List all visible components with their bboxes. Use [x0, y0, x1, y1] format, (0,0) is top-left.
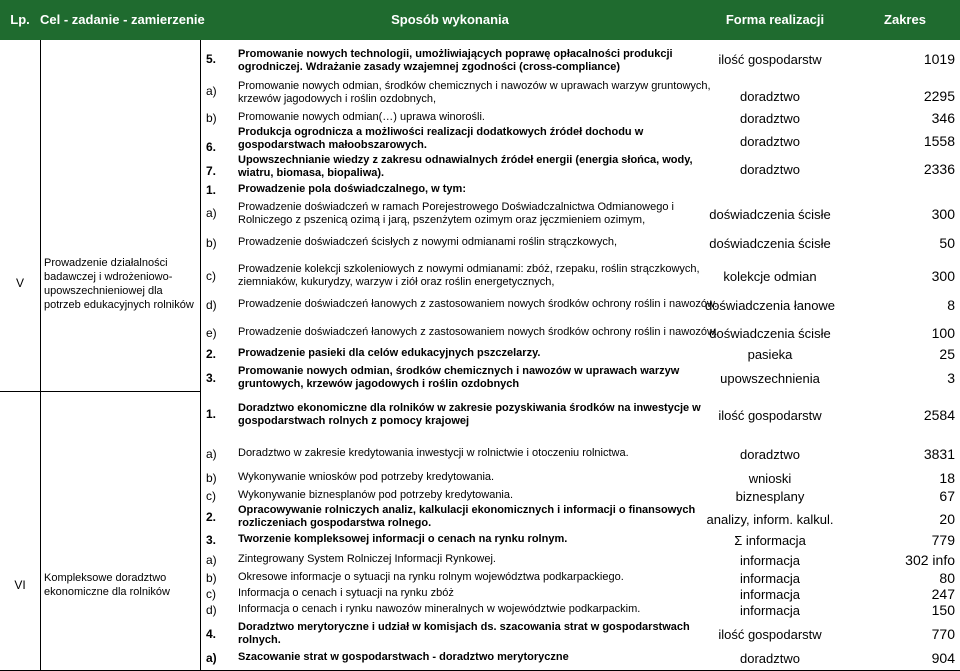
row-number: 3. — [206, 371, 217, 385]
form-realizacji: informacja — [740, 587, 800, 602]
row-description: Informacja o cenach i sytuacji na rynku zbóż — [238, 587, 454, 599]
row-number: a) — [206, 206, 217, 220]
row-description: wiatru, biomasa, biopaliwa). — [238, 167, 385, 179]
row-description: Doradztwo merytoryczne i udział w komisjach ds. szacowania strat w gospodarstwach — [238, 621, 690, 633]
row-number: c) — [206, 269, 216, 283]
section-goal: Kompleksowe doradztwo ekonomiczne dla rolników — [44, 572, 170, 598]
header-zakres: Zakres — [884, 12, 926, 27]
row-description: Prowadzenie doświadczeń łanowych z zastosowaniem nowych środków ochrony roślin i nawozów. — [238, 326, 718, 338]
grid-line — [200, 40, 201, 671]
form-realizacji: doświadczenia łanowe — [704, 298, 836, 313]
row-description: Wykonywanie biznesplanów pod potrzeby kredytowania. — [238, 489, 514, 501]
zakres-value: 2336 — [923, 161, 955, 177]
section-lp: VI — [14, 578, 26, 592]
row-description: Doradztwo w zakresie kredytowania inwestycji w rolnictwie i otoczeniu rolnictwa. — [238, 447, 629, 459]
form-realizacji: Σ informacja — [734, 533, 806, 548]
form-realizacji: doświadczenia ścisłe — [709, 236, 831, 251]
zakres-value: 80 — [939, 570, 955, 586]
row-description: Prowadzenie kolekcji szkoleniowych z nowymi odmianami: zbóż, rzepaku, roślin strączkowych, — [238, 263, 700, 275]
form-realizacji: doświadczenia ścisłe — [709, 326, 831, 341]
row-number: b) — [206, 471, 217, 485]
row-description: ziemniaków, kukurydzy, warzyw i ziół oraz roślin energetycznych, — [238, 276, 555, 288]
row-number: a) — [206, 447, 217, 461]
row-description: gruntowych, krzewów jagodowych i roślin ozdobnych — [238, 378, 520, 390]
row-description: Prowadzenie doświadczeń w ramach Porejestrowego Doświadczalnictwa Odmianowego i — [238, 201, 674, 213]
row-number: a) — [206, 84, 217, 98]
form-realizacji: doradztwo — [740, 651, 800, 666]
zakres-value: 302 info — [905, 552, 955, 568]
row-number: d) — [206, 298, 217, 312]
row-description: Prowadzenie doświadczeń łanowych z zastosowaniem nowych środków ochrony roślin i nawozów. — [238, 298, 718, 310]
row-description: Rolniczego z pszenicą ozimą i jarą, pszenżytem ozimym oraz jęczmieniem ozimym, — [238, 214, 646, 226]
form-realizacji: upowszechnienia — [720, 371, 820, 386]
zakres-value: 67 — [939, 488, 955, 504]
row-description: Produkcja ogrodnicza a możliwości realizacji dodatkowych źródeł dochodu w — [238, 126, 644, 138]
zakres-value: 8 — [947, 297, 955, 313]
zakres-value: 346 — [931, 110, 955, 126]
row-number: c) — [206, 489, 216, 503]
row-description: Promowanie nowych odmian(…) uprawa winorośli. — [238, 111, 485, 123]
row-description: Prowadzenie doświadczeń ścisłych z nowymi odmianami roślin strączkowych, — [238, 236, 618, 248]
row-description: Upowszechnianie wiedzy z zakresu odnawialnych źródeł energii (energia słońca, wody, — [238, 154, 693, 166]
grid-line — [0, 391, 200, 392]
row-description: rozliczeniach gospodarstwa rolnego. — [238, 517, 432, 529]
form-realizacji: ilość gospodarstw — [718, 627, 822, 642]
row-description: Promowanie nowych odmian, środków chemicznych i nawozów w uprawach warzyw — [238, 365, 680, 377]
row-description: Informacja o cenach i rynku nawozów mineralnych w województwie podkarpackim. — [238, 603, 641, 615]
row-description: Prowadzenie pasieki dla celów edukacyjnych pszczelarzy. — [238, 347, 541, 359]
header-cel: Cel - zadanie - zamierzenie — [40, 12, 205, 27]
row-description: Tworzenie kompleksowej informacji o cenach na rynku rolnym. — [238, 533, 568, 545]
form-realizacji: informacja — [740, 571, 800, 586]
row-description: Wykonywanie wniosków pod potrzeby kredytowania. — [238, 471, 495, 483]
row-number: 1. — [206, 407, 217, 421]
row-description: gospodarstwach małoobszarowych. — [238, 139, 427, 151]
zakres-value: 100 — [931, 325, 955, 341]
zakres-value: 770 — [931, 626, 955, 642]
row-number: 6. — [206, 140, 217, 154]
zakres-value: 1019 — [923, 51, 955, 67]
form-realizacji: biznesplany — [735, 489, 805, 504]
zakres-value: 50 — [939, 235, 955, 251]
row-description: Zintegrowany System Rolniczej Informacji Rynkowej. — [238, 553, 496, 565]
row-number: b) — [206, 571, 217, 585]
row-description: Doradztwo ekonomiczne dla rolników w zakresie pozyskiwania środków na inwestycje w — [238, 402, 701, 414]
zakres-value: 3831 — [923, 446, 955, 462]
row-description: gospodarstwach rolnych z pomocy krajowej — [238, 415, 470, 427]
form-realizacji: informacja — [740, 553, 800, 568]
row-number: 4. — [206, 627, 217, 641]
zakres-value: 779 — [931, 532, 955, 548]
row-number: 1. — [206, 183, 217, 197]
zakres-value: 2295 — [923, 88, 955, 104]
form-realizacji: kolekcje odmian — [723, 269, 817, 284]
form-realizacji: doradztwo — [740, 447, 800, 462]
form-realizacji: analizy, inform. kalkul. — [706, 512, 834, 527]
row-number: a) — [206, 651, 217, 665]
zakres-value: 150 — [931, 602, 955, 618]
row-number: 2. — [206, 347, 217, 361]
zakres-value: 18 — [939, 470, 955, 486]
row-number: e) — [206, 326, 217, 340]
row-number: 3. — [206, 533, 217, 547]
zakres-value: 1558 — [923, 133, 955, 149]
row-description: krzewów jagodowych i roślin ozdobnych, — [238, 93, 437, 105]
form-realizacji: doradztwo — [740, 134, 800, 149]
section-goal: Prowadzenie działalności badawczej i wdrożeniowo-upowszechnieniowej dla potrzeb edukacyjnych rolników — [44, 257, 194, 311]
header-lp: Lp. — [10, 12, 30, 27]
row-number: 7. — [206, 164, 217, 178]
row-number: 5. — [206, 52, 217, 66]
zakres-value: 3 — [947, 370, 955, 386]
section-lp: V — [15, 276, 24, 290]
row-description: Okresowe informacje o sytuacji na rynku rolnym województwa podkarpackiego. — [238, 571, 624, 583]
form-realizacji: informacja — [740, 603, 800, 618]
table-header — [0, 0, 960, 40]
row-number: d) — [206, 603, 217, 617]
form-realizacji: doświadczenia ścisłe — [709, 207, 831, 222]
form-realizacji: doradztwo — [740, 111, 800, 126]
row-description: Prowadzenie pola doświadczalnego, w tym: — [238, 183, 466, 195]
form-realizacji: ilość gospodarstw — [718, 408, 822, 423]
zakres-value: 247 — [931, 586, 955, 602]
zakres-value: 2584 — [923, 407, 955, 423]
form-realizacji: doradztwo — [740, 89, 800, 104]
row-description: ogrodniczej. Wdrażanie zasady wzajemnej zgodności (cross-compliance) — [238, 61, 621, 73]
header-forma: Forma realizacji — [725, 12, 825, 27]
form-realizacji: doradztwo — [740, 162, 800, 177]
row-number: b) — [206, 236, 217, 250]
form-realizacji: wnioski — [748, 471, 792, 486]
zakres-value: 20 — [939, 511, 955, 527]
row-number: b) — [206, 111, 217, 125]
row-number: c) — [206, 587, 216, 601]
row-number: 2. — [206, 510, 217, 524]
zakres-value: 904 — [931, 650, 955, 666]
grid-line — [40, 40, 41, 671]
row-description: Opracowywanie rolniczych analiz, kalkulacji ekonomicznych i informacji o finansowych — [238, 504, 696, 516]
row-number: a) — [206, 553, 217, 567]
zakres-value: 300 — [931, 206, 955, 222]
form-realizacji: ilość gospodarstw — [718, 52, 822, 67]
row-description: Promowanie nowych odmian, środków chemicznych i nawozów w uprawach warzyw gruntowych, — [238, 80, 711, 92]
zakres-value: 25 — [939, 346, 955, 362]
header-sposob: Sposób wykonania — [391, 12, 509, 27]
form-realizacji: pasieka — [747, 347, 793, 362]
zakres-value: 300 — [931, 268, 955, 284]
row-description: Promowanie nowych technologii, umożliwiających poprawę opłacalności produkcji — [238, 48, 673, 60]
row-description: rolnych. — [238, 634, 281, 646]
row-description: Szacowanie strat w gospodarstwach - doradztwo merytoryczne — [238, 651, 569, 663]
